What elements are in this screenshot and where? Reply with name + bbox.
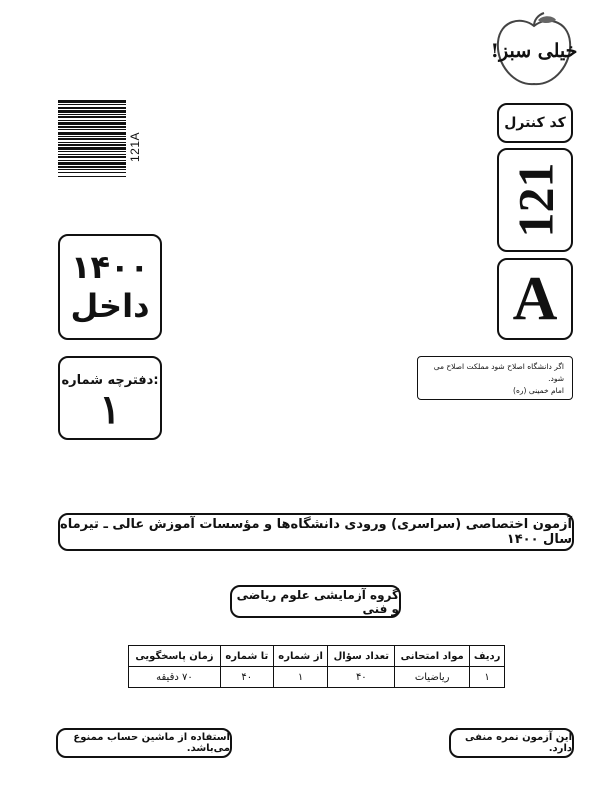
table-cell: ۱ xyxy=(470,667,505,688)
control-letter-box xyxy=(497,258,573,340)
table-header: تا شماره xyxy=(220,646,273,667)
table-header: تعداد سؤال xyxy=(328,646,395,667)
barcode-stripe xyxy=(58,116,126,118)
barcode-stripe xyxy=(58,144,126,146)
logo-text: خیلی سبز! xyxy=(490,40,578,62)
barcode-stripe xyxy=(58,138,126,140)
table-cell: ۴۰ xyxy=(220,667,273,688)
barcode-stripe xyxy=(58,154,126,155)
barcode-code: 121A xyxy=(128,131,142,162)
control-code-label: کد کنترل xyxy=(504,115,566,131)
negative-mark-note-box xyxy=(449,728,574,758)
barcode-stripe xyxy=(58,166,126,168)
exam-group: گروه آزمایشی علوم ریاضی و فنی xyxy=(236,587,399,616)
barcode-stripe xyxy=(58,114,126,115)
control-number-box xyxy=(497,148,573,252)
barcode-stripe xyxy=(58,176,126,177)
table-header: مواد امتحانی xyxy=(395,646,470,667)
exam-type: داخل xyxy=(70,287,150,325)
table-cell: ۷۰ دقیقه xyxy=(129,667,221,688)
control-code-label-box xyxy=(497,103,573,143)
booklet-box xyxy=(58,356,162,440)
barcode xyxy=(58,100,126,212)
negative-mark-note: این آزمون نمره منفی دارد. xyxy=(465,732,572,754)
table-header: زمان پاسخگویی xyxy=(129,646,221,667)
quote-line: اگر دانشگاه اصلاح شود مملکت اصلاح می شود. xyxy=(433,362,564,383)
exam-year: ۱۴۰۰ xyxy=(70,247,150,286)
table-cell: ریاضیات xyxy=(395,667,470,688)
exam-group-box xyxy=(230,585,401,618)
exam-table xyxy=(128,645,505,688)
exam-title-box xyxy=(58,513,574,551)
quote-box xyxy=(417,356,573,400)
barcode-stripe xyxy=(58,151,126,152)
barcode-stripe xyxy=(58,172,126,173)
table-header-row xyxy=(129,646,505,667)
table-header: از شماره xyxy=(273,646,328,667)
barcode-stripe xyxy=(58,136,126,137)
table-cell: ۴۰ xyxy=(328,667,395,688)
control-letter: A xyxy=(512,265,558,333)
barcode-stripe xyxy=(58,126,126,128)
barcode-stripe xyxy=(58,120,126,121)
barcode-stripe xyxy=(58,100,126,103)
barcode-stripe xyxy=(58,142,126,143)
table-cell: ۱ xyxy=(273,667,328,688)
barcode-stripe xyxy=(58,160,126,161)
barcode-stripe xyxy=(58,129,126,130)
barcode-stripe xyxy=(58,162,126,165)
table-row xyxy=(129,667,505,688)
control-number: 121 xyxy=(507,162,563,238)
barcode-stripe xyxy=(58,104,126,105)
booklet-label: دفترچه شماره: xyxy=(61,372,159,388)
table-header: ردیف xyxy=(470,646,505,667)
apple-logo-icon xyxy=(488,12,580,92)
quote-author: امام خمینی (ره) xyxy=(513,386,564,395)
barcode-stripe xyxy=(58,110,126,113)
calculator-note-box xyxy=(56,728,232,758)
calculator-note: استفاده از ماشین حساب ممنوع می‌باشد. xyxy=(73,732,230,754)
barcode-stripe xyxy=(58,169,126,170)
barcode-stripe xyxy=(58,122,126,125)
booklet-number: ۱ xyxy=(99,385,121,433)
exam-title: آزمون اختصاصی (سراسری) ورودی دانشگاه‌ها و مؤسسات آموزش عالی ـ تیرماه سال ۱۴۰۰ xyxy=(60,517,572,547)
barcode-stripe xyxy=(58,132,126,135)
exam-year-box xyxy=(58,234,162,340)
barcode-stripe xyxy=(58,147,126,150)
barcode-stripe xyxy=(58,107,126,109)
barcode-stripe xyxy=(58,156,126,158)
